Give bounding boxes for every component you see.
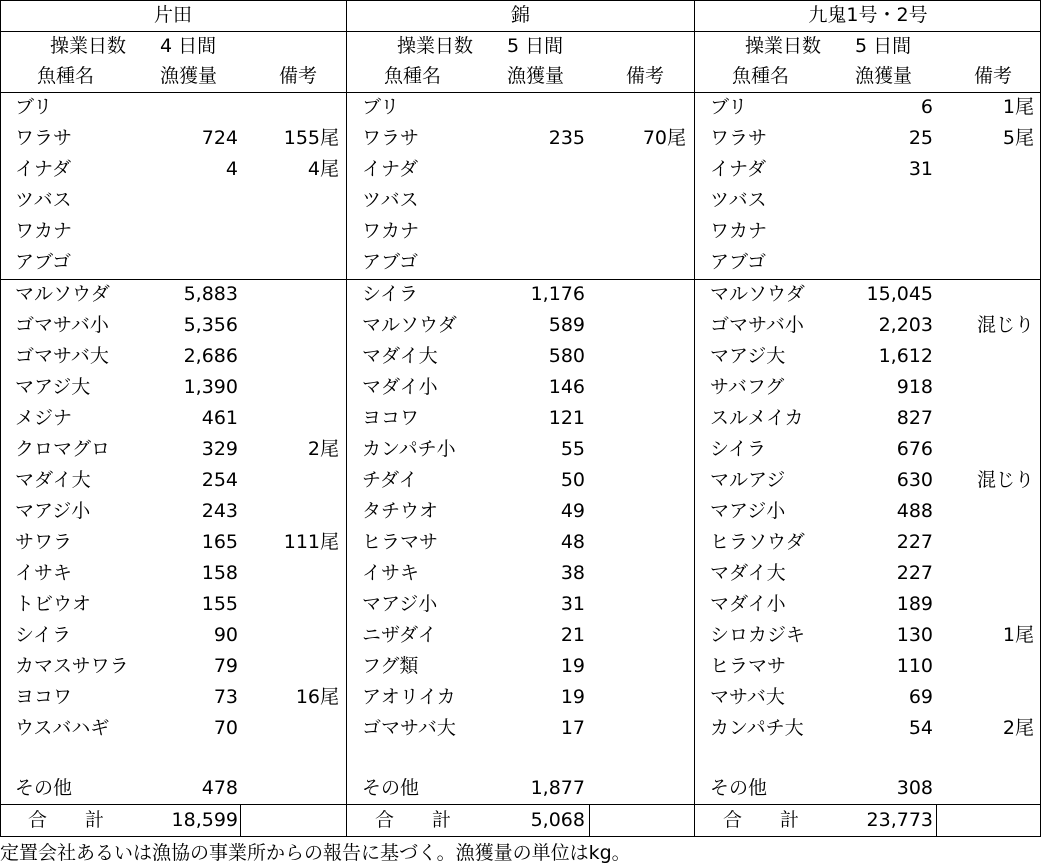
fish-name: ツバス: [710, 189, 767, 211]
catch-note: [576, 154, 686, 185]
catch-qty: 90: [213, 624, 238, 646]
catch-note: [576, 185, 686, 216]
catch-qty: 50: [560, 469, 585, 491]
total-label: 合 計: [723, 809, 800, 831]
catch-note: [924, 527, 1034, 558]
catch-note: [924, 185, 1034, 216]
fish-name: サワラ: [15, 531, 73, 553]
fish-name: マダイ小: [362, 376, 438, 398]
catch-note: [924, 651, 1034, 682]
fish-name: マアジ小: [710, 500, 786, 522]
fish-name: アブゴ: [15, 251, 72, 273]
fish-name: シイラ: [15, 624, 72, 646]
total-value: 23,773: [866, 809, 933, 831]
catch-qty: 254: [201, 469, 238, 491]
fish-name: シロカジキ: [710, 624, 806, 646]
fish-name: マルアジ: [710, 469, 786, 491]
fish-name: ワラサ: [15, 127, 73, 149]
days-label: 操業日数: [50, 35, 127, 57]
catch-note: [924, 773, 1034, 804]
catch-qty: 227: [896, 562, 933, 584]
catch-note: [924, 558, 1034, 589]
catch-qty: 1,612: [878, 345, 933, 367]
catch-qty: 589: [548, 314, 585, 336]
catch-qty: [118, 744, 238, 775]
catch-qty: 6: [920, 96, 933, 118]
panel-title: 九鬼1号・2号: [808, 4, 928, 26]
column-header-name: 魚種名: [37, 65, 95, 87]
panel-3: [695, 0, 1041, 837]
fish-name: イナダ: [15, 158, 72, 180]
catch-note: [924, 154, 1034, 185]
fish-name: スルメイカ: [710, 407, 804, 429]
catch-qty: 79: [213, 655, 238, 677]
catch-note: [576, 682, 686, 713]
catch-note: [229, 773, 339, 804]
catch-qty: 243: [201, 500, 238, 522]
catch-note: 2尾: [1002, 717, 1034, 739]
catch-qty: [465, 92, 585, 123]
catch-qty: 38: [560, 562, 585, 584]
catch-note: [924, 279, 1034, 310]
fish-name: マダイ大: [15, 469, 91, 491]
total-value: 18,599: [171, 809, 238, 831]
fish-name: マアジ大: [710, 345, 786, 367]
fish-name: ヨコワ: [362, 407, 420, 429]
catch-note: [229, 496, 339, 527]
catch-qty: 54: [908, 717, 933, 739]
catch-qty: 2,686: [183, 345, 238, 367]
catch-note: [229, 310, 339, 341]
fish-name: ツバス: [15, 189, 72, 211]
catch-qty: [813, 744, 933, 775]
catch-note: 111尾: [283, 531, 339, 553]
catch-qty: [813, 216, 933, 247]
catch-qty: 235: [548, 127, 585, 149]
fish-name: ヒラマサ: [710, 655, 787, 677]
catch-qty: [465, 185, 585, 216]
fish-name: マダイ小: [710, 593, 786, 615]
catch-qty: 1,877: [530, 777, 585, 799]
catch-note: [576, 434, 686, 465]
fish-name: マアジ大: [15, 376, 91, 398]
catch-qty: 130: [896, 624, 933, 646]
fish-name: マダイ大: [710, 562, 786, 584]
total-value: 5,068: [530, 809, 585, 831]
panel-title: 片田: [153, 4, 192, 26]
catch-note: [229, 279, 339, 310]
catch-qty: [118, 92, 238, 123]
fish-name: ワカナ: [710, 220, 768, 242]
days-label: 操業日数: [745, 35, 822, 57]
catch-note: [576, 744, 686, 775]
catch-qty: 49: [560, 500, 585, 522]
catch-qty: 31: [560, 593, 585, 615]
catch-note: [576, 92, 686, 123]
catch-qty: [465, 154, 585, 185]
catch-qty: 21: [560, 624, 585, 646]
fish-name: カマスサワラ: [15, 655, 129, 677]
catch-qty: 121: [548, 407, 585, 429]
catch-qty: 19: [560, 686, 585, 708]
catch-note: [924, 341, 1034, 372]
fish-name: ワカナ: [362, 220, 420, 242]
fish-name: アブゴ: [362, 251, 419, 273]
catch-qty: [813, 185, 933, 216]
catch-note: [229, 558, 339, 589]
catch-note: [924, 403, 1034, 434]
catch-qty: [118, 247, 238, 278]
catch-note: [576, 310, 686, 341]
catch-qty: 4: [225, 158, 238, 180]
fish-name: マアジ小: [362, 593, 438, 615]
catch-note: 2尾: [307, 438, 339, 460]
fish-name: マアジ小: [15, 500, 91, 522]
catch-qty: 1,390: [183, 376, 238, 398]
catch-note: 16尾: [295, 686, 339, 708]
catch-note: [924, 589, 1034, 620]
catch-note: 混じり: [976, 314, 1034, 336]
catch-qty: 189: [896, 593, 933, 615]
catch-qty: 488: [896, 500, 933, 522]
catch-qty: 15,045: [866, 283, 933, 305]
fish-name: カンパチ大: [710, 717, 804, 739]
days-value: 5 日間: [855, 35, 912, 57]
column-header-name: 魚種名: [384, 65, 442, 87]
catch-note: [229, 403, 339, 434]
catch-qty: 461: [201, 407, 238, 429]
catch-qty: [118, 185, 238, 216]
catch-note: 1尾: [1002, 96, 1034, 118]
catch-note: [576, 279, 686, 310]
column-header-note: 備考: [279, 65, 318, 87]
fish-name: アオリイカ: [362, 686, 456, 708]
column-header-name: 魚種名: [732, 65, 790, 87]
column-header-qty: 漁獲量: [855, 65, 913, 87]
catch-note: [924, 372, 1034, 403]
catch-note: [576, 465, 686, 496]
fish-name: トビウオ: [15, 593, 92, 615]
total-label: 合 計: [28, 809, 105, 831]
catch-qty: 165: [201, 531, 238, 553]
fish-name: ウスバハギ: [15, 717, 110, 739]
other-name: その他: [15, 777, 73, 799]
days-label: 操業日数: [397, 35, 474, 57]
catch-note: [229, 372, 339, 403]
catch-note: [576, 620, 686, 651]
catch-note: [576, 496, 686, 527]
catch-note: [229, 216, 339, 247]
catch-qty: 918: [896, 376, 933, 398]
catch-qty: 630: [896, 469, 933, 491]
fish-name: ヒラマサ: [362, 531, 439, 553]
catch-qty: [118, 216, 238, 247]
fish-name: ゴマサバ小: [710, 314, 804, 336]
catch-qty: 724: [201, 127, 238, 149]
fish-name: マダイ大: [362, 345, 438, 367]
catch-note: [576, 341, 686, 372]
catch-note: 4尾: [307, 158, 339, 180]
catch-note: 70尾: [642, 127, 686, 149]
fish-name: マルソウダ: [710, 283, 805, 305]
catch-note: 1尾: [1002, 624, 1034, 646]
catch-note: [576, 589, 686, 620]
catch-note: [576, 247, 686, 278]
catch-note: [924, 496, 1034, 527]
catch-note: 混じり: [976, 469, 1034, 491]
fish-name: イナダ: [710, 158, 767, 180]
other-name: その他: [362, 777, 420, 799]
catch-qty: 2,203: [878, 314, 933, 336]
catch-note: [924, 744, 1034, 775]
panel-title: 錦: [510, 4, 530, 26]
fish-name: サバフグ: [710, 376, 785, 398]
catch-qty: [465, 247, 585, 278]
catch-note: [229, 465, 339, 496]
days-value: 4 日間: [160, 35, 217, 57]
fish-name: ニザダイ: [362, 624, 437, 646]
fish-name: イナダ: [362, 158, 419, 180]
catch-note: [229, 589, 339, 620]
fish-name: ゴマサバ小: [15, 314, 109, 336]
catch-note: [576, 216, 686, 247]
catch-note: [924, 434, 1034, 465]
total-label: 合 計: [375, 809, 452, 831]
fish-name: メジナ: [15, 407, 73, 429]
fish-name: ワラサ: [710, 127, 768, 149]
catch-qty: 69: [908, 686, 933, 708]
catch-note: [576, 372, 686, 403]
catch-qty: 329: [201, 438, 238, 460]
days-value: 5 日間: [507, 35, 564, 57]
catch-note: [229, 247, 339, 278]
catch-qty: [465, 744, 585, 775]
catch-qty: 5,356: [183, 314, 238, 336]
catch-qty: 19: [560, 655, 585, 677]
column-header-note: 備考: [974, 65, 1013, 87]
catch-note: [576, 527, 686, 558]
fish-name: シイラ: [710, 438, 767, 460]
fish-name: ヨコワ: [15, 686, 73, 708]
fish-name: ヒラソウダ: [710, 531, 805, 553]
catch-note: [924, 682, 1034, 713]
catch-note: [229, 651, 339, 682]
fish-name: イサキ: [15, 562, 73, 584]
panel-2: [347, 0, 694, 837]
column-header-note: 備考: [626, 65, 665, 87]
fish-name: アブゴ: [710, 251, 767, 273]
catch-note: [229, 713, 339, 744]
catch-qty: 73: [213, 686, 238, 708]
catch-qty: 31: [908, 158, 933, 180]
catch-qty: 1,176: [530, 283, 585, 305]
column-header-qty: 漁獲量: [160, 65, 218, 87]
other-name: その他: [710, 777, 768, 799]
catch-qty: 70: [213, 717, 238, 739]
catch-qty: 5,883: [183, 283, 238, 305]
catch-note: [229, 341, 339, 372]
fish-name: ブリ: [362, 96, 400, 118]
fish-name: シイラ: [362, 283, 419, 305]
catch-qty: 308: [896, 777, 933, 799]
catch-note: [576, 713, 686, 744]
fish-name: マルソウダ: [362, 314, 457, 336]
catch-qty: 110: [896, 655, 933, 677]
catch-qty: [465, 216, 585, 247]
fish-name: イサキ: [362, 562, 420, 584]
catch-note: 5尾: [1002, 127, 1034, 149]
catch-note: [576, 651, 686, 682]
catch-qty: 17: [560, 717, 585, 739]
catch-note: 155尾: [283, 127, 339, 149]
fish-name: タチウオ: [362, 500, 439, 522]
catch-qty: [813, 247, 933, 278]
catch-qty: 146: [548, 376, 585, 398]
catch-note: [576, 558, 686, 589]
catch-qty: 158: [201, 562, 238, 584]
fish-name: ゴマサバ大: [362, 717, 456, 739]
catch-qty: 155: [201, 593, 238, 615]
fish-name: ブリ: [710, 96, 748, 118]
catch-note: [229, 185, 339, 216]
fish-name: カンパチ小: [362, 438, 456, 460]
catch-qty: 827: [896, 407, 933, 429]
catch-note: [924, 216, 1034, 247]
column-header-qty: 漁獲量: [507, 65, 565, 87]
catch-qty: 580: [548, 345, 585, 367]
fish-name: クロマグロ: [15, 438, 111, 460]
catch-note: [229, 92, 339, 123]
catch-note: [576, 773, 686, 804]
footnote: 定置会社あるいは漁協の事業所からの報告に基づく。漁獲量の単位はkg。: [0, 842, 631, 864]
fish-name: フグ類: [362, 655, 419, 677]
fish-name: ツバス: [362, 189, 419, 211]
fish-name: チダイ: [362, 469, 418, 491]
fish-name: ゴマサバ大: [15, 345, 109, 367]
fish-name: ワラサ: [362, 127, 420, 149]
fish-name: マルソウダ: [15, 283, 110, 305]
catch-note: [229, 744, 339, 775]
fish-name: ブリ: [15, 96, 53, 118]
catch-note: [576, 403, 686, 434]
catch-qty: 25: [908, 127, 933, 149]
catch-qty: 55: [560, 438, 585, 460]
fish-name: マサバ大: [710, 686, 785, 708]
catch-note: [924, 247, 1034, 278]
fish-name: ワカナ: [15, 220, 73, 242]
catch-qty: 478: [201, 777, 238, 799]
panel-1: [0, 0, 346, 837]
catch-qty: 227: [896, 531, 933, 553]
catch-qty: 676: [896, 438, 933, 460]
catch-note: [229, 620, 339, 651]
catch-qty: 48: [560, 531, 585, 553]
